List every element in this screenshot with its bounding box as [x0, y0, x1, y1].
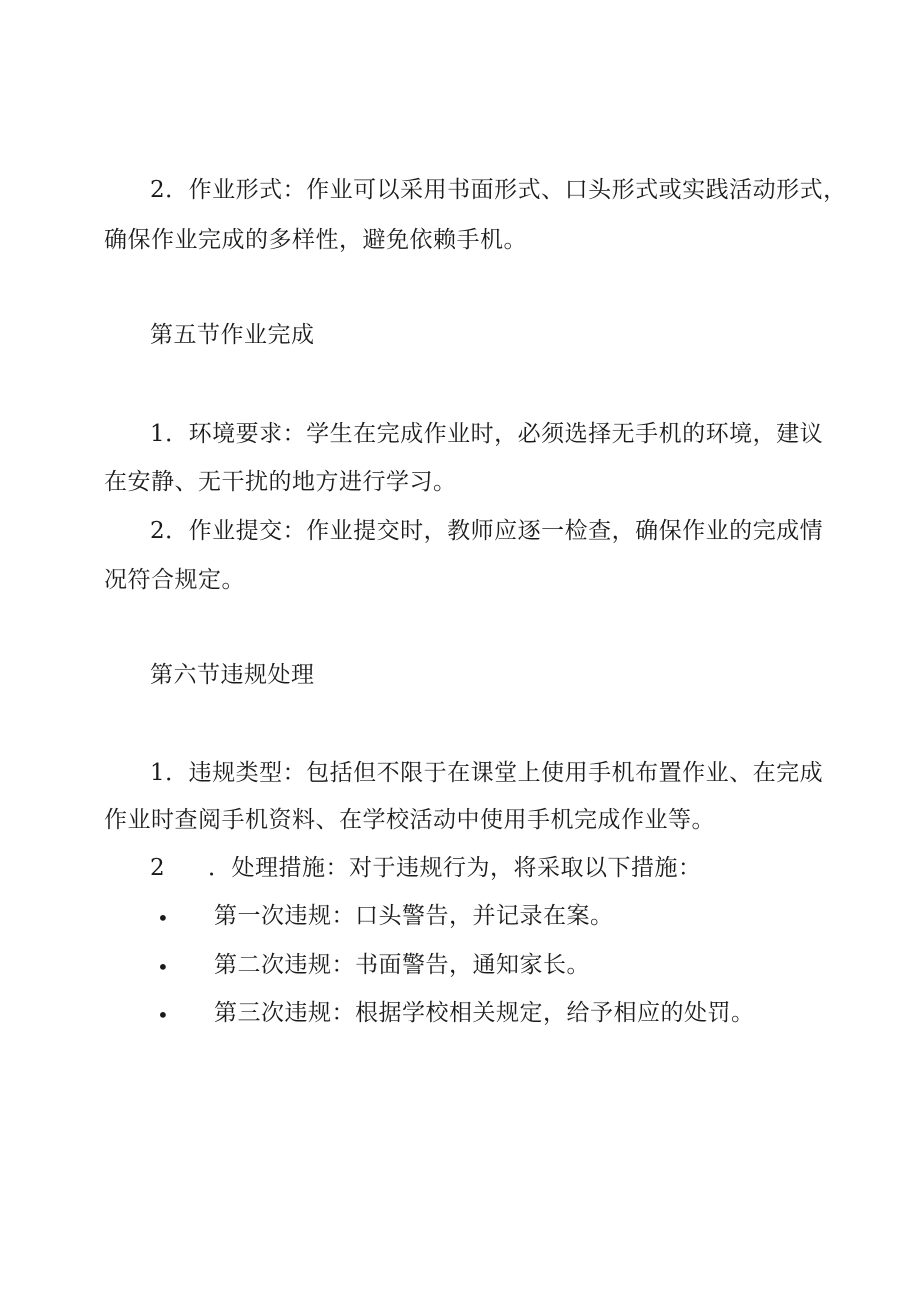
item-number: 2: [150, 177, 166, 203]
item-continuation: 作业时查阅手机资料、在学校活动中使用手机完成作业等。: [104, 807, 715, 833]
item-continuation: 在安静、无干扰的地方进行学习。: [104, 469, 457, 495]
item-number: 2: [150, 855, 166, 881]
item-text: ．处理措施：对于违规行为，将采取以下措施：: [208, 855, 702, 881]
item-text: ．违规类型：包括但不限于在课堂上使用手机布置作业、在完成: [165, 760, 824, 786]
item-line: [150, 419, 823, 449]
item-text: ．作业形式：作业可以采用书面形式、口头形式或实践活动形式，: [165, 177, 847, 203]
section-heading: 第六节违规处理: [150, 662, 315, 688]
bullet-icon: •: [157, 955, 169, 979]
item-text: ．环境要求：学生在完成作业时，必须选择无手机的环境，建议: [165, 421, 824, 447]
item-line: [150, 175, 847, 205]
bullet-text: 第二次违规：书面警告，通知家长。: [214, 952, 590, 978]
section-heading: 第五节作业完成: [150, 322, 315, 348]
item-continuation: 况符合规定。: [104, 567, 245, 593]
bullet-text: 第一次违规：口头警告，并记录在案。: [214, 903, 614, 929]
item-continuation: 确保作业完成的多样性，避免依赖手机。: [104, 227, 527, 253]
item-number: 1: [150, 760, 166, 786]
item-number: 2: [150, 518, 166, 544]
bullet-text: 第三次违规：根据学校相关规定，给予相应的处罚。: [214, 1000, 755, 1026]
bullet-icon: •: [157, 1003, 169, 1027]
item-line: [150, 758, 823, 788]
item-number: 1: [150, 421, 166, 447]
item-line: [150, 516, 823, 546]
bullet-icon: •: [157, 906, 169, 930]
item-text: ．作业提交：作业提交时，教师应逐一检查，确保作业的完成情: [165, 518, 824, 544]
